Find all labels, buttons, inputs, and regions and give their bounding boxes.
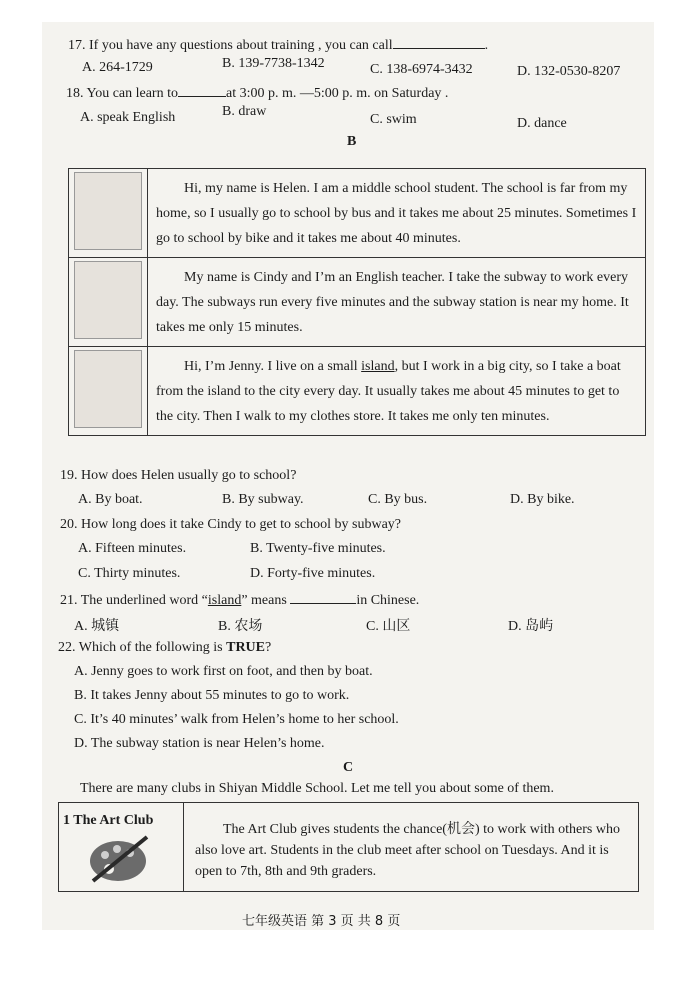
profiles-table [68,168,646,436]
q18-option-d: D. dance [517,116,567,131]
q22-option-b: B. It takes Jenny about 55 minutes to go to work. [74,688,350,703]
q17-option-a: A. 264-1729 [82,60,153,75]
art-club-box [58,802,639,892]
q21-option-a: A. 城镇 [74,619,120,634]
profile-row-helen [69,169,646,258]
q22-option-c: C. It’s 40 minutes’ walk from Helen’s home to her school. [74,712,399,727]
q18-option-c: C. swim [370,112,417,127]
q20-option-a: A. Fifteen minutes. [78,541,187,556]
q18-option-a: A. speak English [80,110,176,125]
page-footer: 七年级英语 第 3 页 共 8 页 [242,914,401,929]
q19-option-d: D. By bike. [510,492,575,507]
q17-stem: 17. If you have any questions about training , you can call . [68,38,489,53]
q19-option-a: A. By boat. [78,492,143,507]
profile-row-jenny [69,347,646,436]
q21-option-c: C. 山区 [366,619,411,634]
q22-stem: 22. Which of the following is TRUE? [58,640,272,655]
profile-row-cindy [69,258,646,347]
helen-text: Hi, my name is Helen. I am a middle school student. The school is far from my home, so I usually go to school by bus and it takes me about 25 minutes. Sometimes I go to school by bike and it takes me about 40 minutes. [148,169,646,258]
q20-stem: 20. How long does it take Cindy to get to school by subway? [60,517,402,532]
q22-option-a: A. Jenny goes to work first on foot, and then by boat. [74,664,373,679]
art-club-header [59,803,184,891]
q21-option-b: B. 农场 [218,619,263,634]
q21-option-d: D. 岛屿 [508,619,554,634]
art-club-title: 1 The Art Club [63,813,154,828]
jenny-photo [74,350,142,428]
cindy-cartoon [74,261,142,339]
q21-stem: 21. The underlined word “island” means in Chinese. [60,593,420,608]
q19-stem: 19. How does Helen usually go to school? [60,468,297,483]
helen-photo [74,172,142,250]
palette-icon [85,831,155,887]
art-club-text: The Art Club gives students the chance(机会) to work with others who also love art. Students in the club meet after school on Tuesdays. And it is open to 7th, 8th and 9th graders. [195,822,620,879]
q17-option-c: C. 138-6974-3432 [370,62,473,77]
section-b-heading: B [347,134,357,149]
cindy-text: My name is Cindy and I’m an English teacher. I take the subway to work every day. The subways run every five minutes and the subway station is near my home. It takes me only 15 minutes. [148,258,646,347]
q18-option-b: B. draw [222,104,267,119]
q20-option-c: C. Thirty minutes. [78,566,181,581]
section-c-intro: There are many clubs in Shiyan Middle School. Let me tell you about some of them. [80,781,554,796]
jenny-text: Hi, I’m Jenny. I live on a small island, but I work in a big city, so I take a boat from the island to the city every day. It usually takes me about 45 minutes to get to the city. Then I walk to my clothes store. It takes me only ten minutes. [148,347,646,436]
q18-stem: 18. You can learn to at 3:00 p. m. —5:00 p. m. on Saturday . [66,86,449,101]
q19-option-c: C. By bus. [368,492,428,507]
q20-option-b: B. Twenty-five minutes. [250,541,386,556]
q19-option-b: B. By subway. [222,492,304,507]
q22-option-d: D. The subway station is near Helen’s home. [74,736,325,751]
q17-option-d: D. 132-0530-8207 [517,64,621,79]
q20-option-d: D. Forty-five minutes. [250,566,376,581]
q17-option-b: B. 139-7738-1342 [222,56,325,71]
section-c-heading: C [343,760,354,775]
